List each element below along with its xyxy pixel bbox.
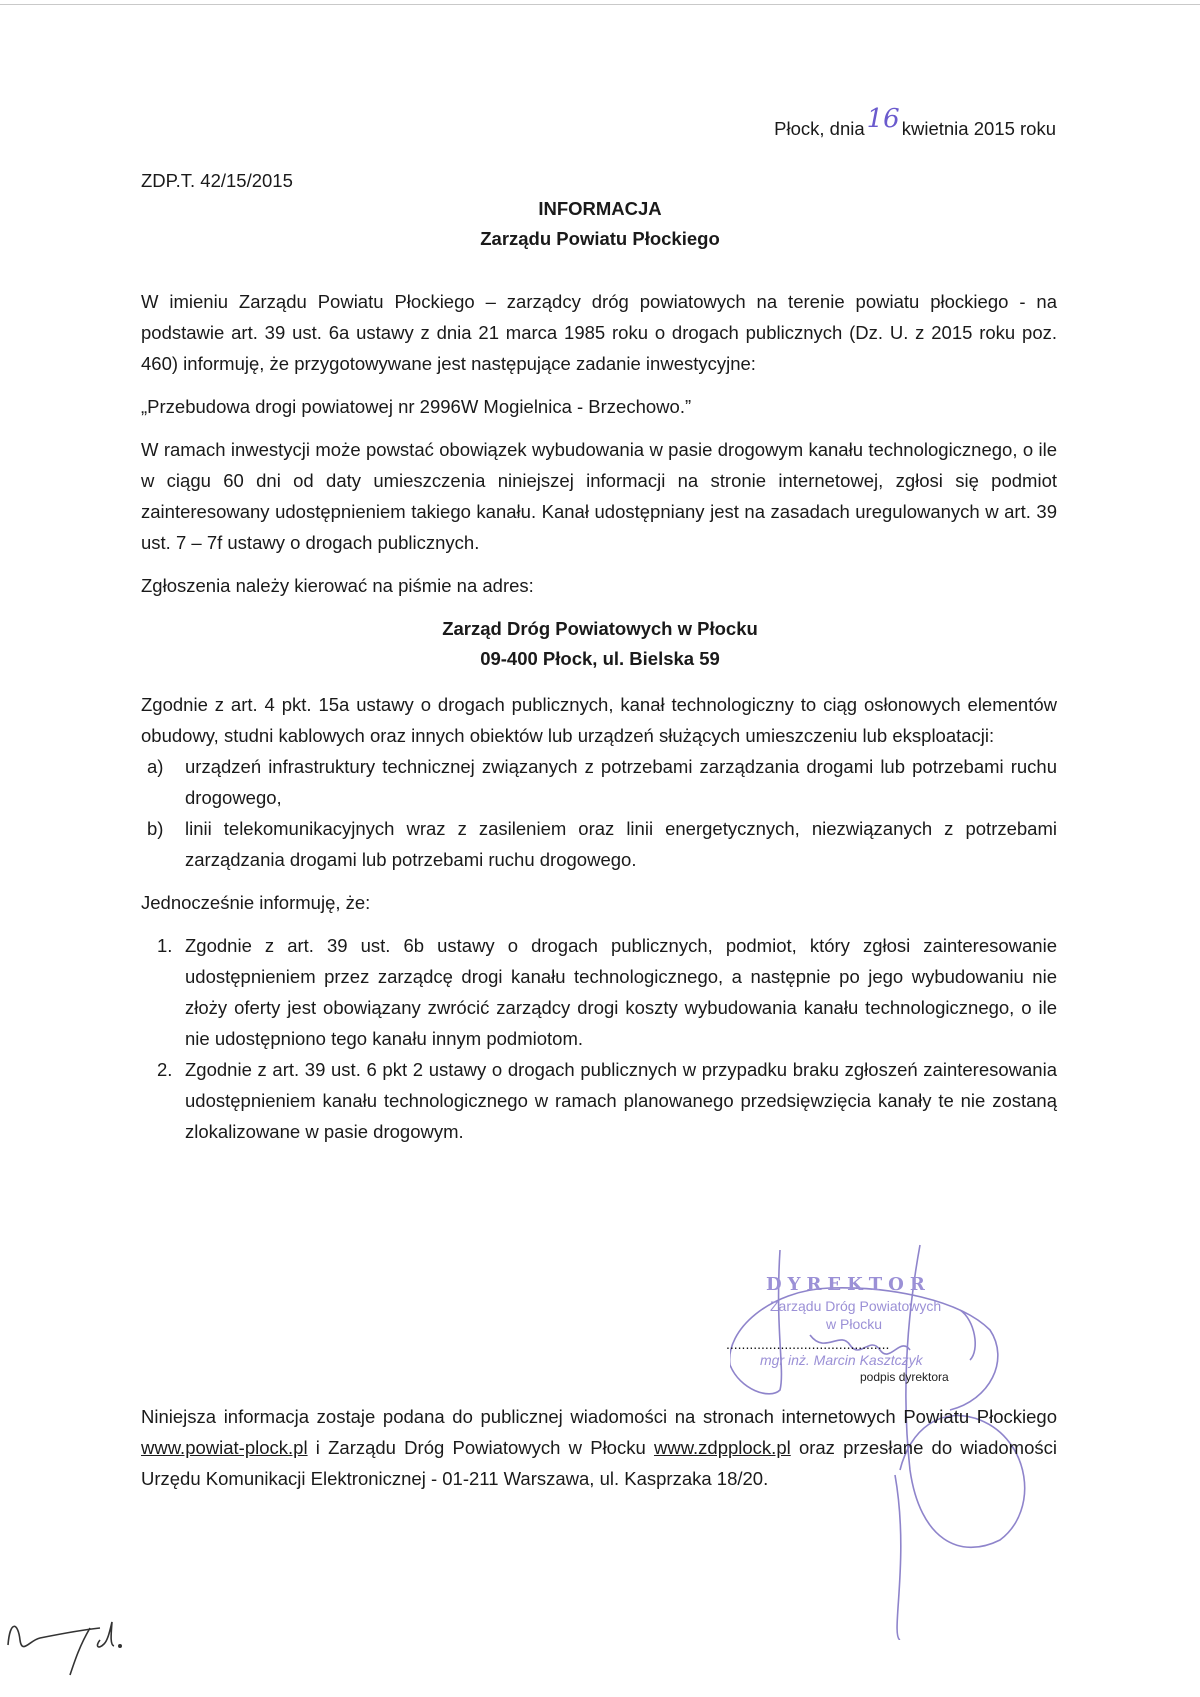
submissions-paragraph: Zgłoszenia należy kierować na piśmie na adres: <box>141 575 534 596</box>
intro-paragraph: W imieniu Zarządu Powiatu Płockiego – zarządcy dróg powiatowych na terenie powiatu płockiego - na podstawie art. 39 ust. 6a ustawy z dnia 21 marca 1985 roku o drogach publicznych (Dz. U. z 2015 roku poz. 460) informuję, że przygotowywane jest następujące zadanie inwestycyjne: <box>141 291 1057 374</box>
stamp-title: DYREKTOR <box>766 1274 931 1295</box>
document-subtitle: Zarządu Powiatu Płockiego <box>480 228 720 249</box>
list-item-text: Zgodnie z art. 39 ust. 6b ustawy o drogach publicznych, podmiot, który zgłosi zainteresowanie udostępnieniem przez zarządcę drogi kanału technologicznego, a następnie po jego wybudowaniu nie złoży oferty jest obowiązany zwrócić zarządcy drogi koszty wybudowania kanału technologicznego, o ile nie udostępniono tego kanału innym podmiotom. <box>185 935 1057 1049</box>
simultaneously-paragraph: Jednocześnie informuję, że: <box>141 892 371 913</box>
list-item-text: Zgodnie z art. 39 ust. 6 pkt 2 ustawy o drogach publicznych w przypadku braku zgłoszeń zainteresowania udostępnieniem kanału technologicznego w ramach planowanego przedsięwzięcia kanały te nie zostaną zlokalizowane w pasie drogowym. <box>185 1059 1057 1142</box>
list-item-text: linii telekomunikacyjnych wraz z zasileniem oraz linii energetycznych, niezwiązanych z potrzebami zarządzania drogami lub potrzebami ruchu drogowego. <box>185 818 1057 870</box>
handwritten-initials <box>0 1600 130 1680</box>
document-date <box>774 104 1056 142</box>
list-marker: 1. <box>157 935 173 956</box>
list-marker: 2. <box>157 1059 173 1080</box>
footer-paragraph <box>141 1401 1057 1494</box>
footer-text-2: i Zarządu Dróg Powiatowych w Płocku <box>307 1437 654 1458</box>
reference-number: ZDP.T. 42/15/2015 <box>141 170 293 191</box>
list-marker: b) <box>147 818 164 839</box>
project-name: „Przebudowa drogi powiatowej nr 2996W Mogielnica - Brzechowo.” <box>141 396 692 417</box>
obligation-paragraph: W ramach inwestycji może powstać obowiązek wybudowania w pasie drogowym kanału technologicznego, o ile w ciągu 60 dni od daty umieszczenia niniejszej informacji na stronie internetowej, zgłosi się podmiot zainteresowany udostępnieniem takiego kanału. Kanał udostępniany jest na zasadach uregulowanych w art. 39 ust. 7 – 7f ustawy o drogach publicznych. <box>141 439 1057 553</box>
list-item <box>141 751 1057 813</box>
list-item <box>141 930 1057 1054</box>
list-item <box>141 1054 1057 1147</box>
date-prefix: Płock, dnia <box>774 118 865 139</box>
document-body <box>141 286 1057 613</box>
address-line-1: Zarząd Dróg Powiatowych w Płocku <box>442 618 758 639</box>
list-marker: a) <box>147 756 164 777</box>
powiat-plock-link[interactable]: www.powiat-plock.pl <box>141 1437 308 1458</box>
stamp-line-3: w Płocku <box>826 1316 883 1332</box>
definition-section <box>141 689 1057 1147</box>
footer-text-3: oraz przesłane do wiadomości Urzędu Komunikacji Elektronicznej - 01-211 Warszawa, ul. Kasprzaka 18/20. <box>141 1437 1057 1489</box>
definition-paragraph: Zgodnie z art. 4 pkt. 15a ustawy o drogach publicznych, kanał technologiczny to ciąg osłonowych elementów obudowy, studni kablowych oraz innych obiektów lub urządzeń służących umieszczeniu lub eksploatacji: <box>141 694 1057 746</box>
stamp-line-2: Zarządu Dróg Powiatowych <box>770 1298 942 1314</box>
scan-edge-line <box>0 4 1200 5</box>
zdpplock-link[interactable]: www.zdpplock.pl <box>653 1437 791 1458</box>
document-title: INFORMACJA <box>538 198 662 219</box>
alpha-list <box>141 751 1057 875</box>
address-line-2: 09-400 Płock, ul. Bielska 59 <box>480 648 720 669</box>
list-item <box>141 813 1057 875</box>
signature-dots: .......................................... <box>726 1336 890 1352</box>
signature-caption: podpis dyrektora <box>860 1370 949 1384</box>
date-day-handwritten: 16 <box>866 104 900 134</box>
footer-text-1: Niniejsza informacja zostaje podana do publicznej wiadomości na stronach internetowych Powiatu Płockiego <box>141 1406 1057 1427</box>
stamp-name: mgr inż. Marcin Kasztczyk <box>760 1352 923 1368</box>
list-item-text: urządzeń infrastruktury technicznej związanych z potrzebami zarządzania drogami lub potrzebami ruchu drogowego, <box>185 756 1057 808</box>
date-suffix: kwietnia 2015 roku <box>901 118 1056 139</box>
numbered-list <box>141 930 1057 1147</box>
